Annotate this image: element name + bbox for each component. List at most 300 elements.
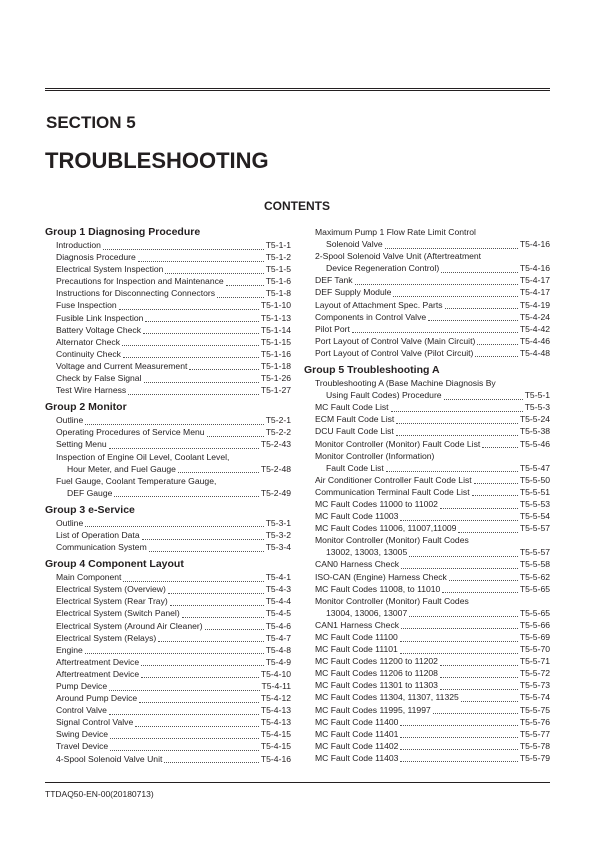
toc-entry[interactable]: [304, 413, 550, 425]
dot-leader: [475, 348, 517, 357]
toc-entry-title: MC Fault Codes 11006, 11007,11009: [315, 523, 457, 534]
dot-leader: [440, 500, 518, 509]
toc-entry-page: T5-2-43: [260, 439, 291, 450]
toc-entry[interactable]: [304, 226, 550, 238]
toc-entry[interactable]: [304, 643, 550, 655]
toc-entry-title: 2-Spool Solenoid Valve Unit (Aftertreatment: [315, 251, 482, 262]
dot-leader: [428, 312, 518, 321]
dot-leader: [396, 427, 518, 436]
dot-leader: [85, 645, 264, 654]
dot-leader: [128, 386, 259, 395]
toc-entry[interactable]: [304, 534, 550, 546]
toc-entry-page: T5-5-71: [519, 656, 550, 667]
toc-entry-page: T5-5-58: [519, 559, 550, 570]
toc-entry-title: Alternator Check: [56, 336, 121, 347]
toc-entry-page: T5-4-16: [519, 263, 550, 274]
toc-entry-page: T5-1-10: [260, 300, 291, 311]
toc-entry[interactable]: [45, 312, 291, 324]
toc-entry-title: 13002, 13003, 13005: [326, 547, 408, 558]
toc-entry[interactable]: [304, 377, 550, 389]
toc-entry-page: T5-1-1: [265, 240, 291, 250]
dot-leader: [472, 487, 518, 496]
toc-entry-page: T5-1-27: [260, 385, 291, 396]
toc-entry-page: T5-2-48: [260, 463, 291, 474]
dot-leader: [400, 741, 517, 750]
toc-entry[interactable]: [304, 558, 550, 570]
toc-entry-page: T5-4-15: [260, 729, 291, 740]
toc-entry[interactable]: [45, 620, 291, 632]
toc-entry-page: T5-5-79: [519, 752, 550, 763]
toc-entry-title: Instructions for Disconnecting Connectors: [56, 288, 216, 299]
toc-entry[interactable]: [304, 716, 550, 728]
toc-entry[interactable]: [45, 740, 291, 752]
toc-entry[interactable]: [304, 728, 550, 740]
toc-entry[interactable]: [45, 644, 291, 656]
dot-leader: [217, 289, 264, 298]
toc-entry[interactable]: [45, 656, 291, 668]
toc-entry[interactable]: [45, 336, 291, 348]
toc-entry[interactable]: [304, 595, 550, 607]
toc-entry-page: T5-4-16: [519, 239, 550, 250]
toc-entry-page: T5-4-24: [519, 311, 550, 322]
toc-entry[interactable]: [304, 631, 550, 643]
dot-leader: [477, 336, 518, 345]
toc-entry[interactable]: [45, 716, 291, 728]
toc-right-column: [304, 226, 550, 764]
toc-entry-title: Monitor Controller (Monitor) Fault Code List: [315, 438, 481, 449]
toc-entry-page: T5-5-53: [519, 498, 550, 509]
toc-entry[interactable]: [45, 414, 291, 426]
toc-entry[interactable]: [304, 667, 550, 679]
dot-leader: [182, 609, 264, 618]
toc-entry-page: T5-4-1: [265, 572, 291, 583]
toc-entry-page: T5-4-16: [260, 753, 291, 764]
dot-leader: [103, 241, 264, 250]
toc-entry-title: Components in Control Valve: [315, 311, 427, 322]
toc-entry-page: T5-5-75: [519, 704, 550, 715]
section-label: SECTION 5: [46, 113, 136, 132]
dot-leader: [207, 428, 264, 437]
toc-entry[interactable]: [304, 583, 550, 595]
toc-entry[interactable]: [45, 324, 291, 336]
toc-group-title: Group 1 Diagnosing Procedure: [45, 226, 201, 238]
toc-entry-page: T5-5-47: [519, 462, 550, 473]
header-rule: [45, 88, 550, 91]
toc-entry-title: Using Fault Codes) Procedure: [326, 390, 442, 401]
toc-entry[interactable]: [304, 522, 550, 534]
toc-entry-title: MC Fault Codes 11301 to 11303: [315, 680, 438, 691]
dot-leader: [396, 415, 518, 424]
toc-entry-page: T5-5-73: [519, 680, 550, 691]
toc-entry-page: T5-5-57: [519, 547, 550, 558]
toc-entry[interactable]: [45, 595, 291, 607]
dot-leader: [355, 276, 518, 285]
toc-entry-title: Troubleshooting A (Base Machine Diagnosis By: [315, 378, 496, 389]
toc-entry[interactable]: [304, 679, 550, 691]
dot-leader: [352, 324, 518, 333]
toc-entry-page: T5-5-54: [519, 511, 550, 522]
dot-leader: [138, 253, 264, 262]
toc-entry[interactable]: [45, 451, 291, 463]
toc-entry[interactable]: [304, 655, 550, 667]
toc-entry-page: T5-4-19: [519, 299, 550, 310]
toc-entry[interactable]: [45, 704, 291, 716]
toc-group-title: Group 3 e-Service: [45, 503, 135, 516]
toc-entry-page: T5-4-13: [260, 717, 291, 728]
dot-leader: [141, 657, 264, 666]
dot-leader: [400, 729, 517, 738]
toc-entry-title: MC Fault Codes 11000 to 11002: [315, 498, 438, 509]
toc-entry[interactable]: [304, 335, 550, 347]
toc-entry[interactable]: [304, 438, 550, 450]
toc-entry[interactable]: [45, 263, 291, 275]
dot-leader: [170, 597, 264, 606]
toc-entry-page: T5-4-48: [519, 347, 550, 358]
toc-entry[interactable]: [45, 372, 291, 384]
toc-entry[interactable]: [45, 517, 291, 529]
dot-leader: [143, 325, 259, 334]
toc-entry[interactable]: [304, 607, 550, 619]
dot-leader: [123, 349, 259, 358]
toc-entry-page: T5-5-77: [519, 728, 550, 739]
dot-leader: [110, 730, 259, 739]
toc-entry-title: Engine: [56, 644, 83, 655]
toc-entry-title: DEF Tank: [315, 275, 353, 286]
dot-leader: [458, 524, 517, 533]
toc-entry[interactable]: [45, 529, 291, 541]
toc-entry[interactable]: [304, 311, 550, 323]
toc-entry-page: T5-1-16: [260, 348, 291, 359]
toc-entry[interactable]: [304, 740, 550, 752]
toc-entry-title: List of Operation Data: [56, 529, 140, 540]
toc-entry[interactable]: [304, 425, 550, 437]
dot-leader: [109, 440, 259, 449]
toc-entry-title: Inspection of Engine Oil Level, Coolant Level,: [56, 451, 230, 462]
toc-entry-page: T5-4-46: [519, 335, 550, 346]
toc-entry[interactable]: [304, 450, 550, 462]
toc-entry-page: T5-3-4: [265, 542, 291, 553]
toc-entry[interactable]: [45, 463, 291, 475]
toc-entry-page: T5-5-72: [519, 668, 550, 679]
dot-leader: [409, 548, 518, 557]
toc-entry-title: MC Fault Code List: [315, 402, 389, 413]
toc-entry-page: T5-5-62: [519, 571, 550, 582]
dot-leader: [474, 475, 518, 484]
dot-leader: [400, 645, 518, 654]
toc-entry-page: T5-5-74: [519, 692, 550, 703]
toc-entry-page: T5-4-8: [265, 644, 291, 655]
dot-leader: [440, 657, 518, 666]
toc-entry[interactable]: [304, 238, 550, 250]
toc-entry-title: Hour Meter, and Fuel Gauge: [67, 463, 176, 474]
toc-entry[interactable]: [45, 251, 291, 263]
toc-entry-title: Layout of Attachment Spec. Parts: [315, 299, 443, 310]
toc-entry[interactable]: [304, 250, 550, 262]
toc-entry-page: T5-4-42: [519, 323, 550, 334]
toc-entry[interactable]: [304, 299, 550, 311]
toc-entry[interactable]: [45, 287, 291, 299]
dot-leader: [400, 753, 517, 762]
toc-entry-title: Introduction: [56, 240, 101, 250]
dot-leader: [401, 620, 518, 629]
toc-entry-page: T5-1-2: [265, 252, 291, 263]
toc-entry-title: MC Fault Codes 11200 to 11202: [315, 656, 438, 667]
toc-entry[interactable]: [45, 475, 291, 487]
toc-entry-page: T5-4-9: [265, 656, 291, 667]
toc-entry-title: 13004, 13006, 13007: [326, 607, 408, 618]
toc-entry-page: T5-5-50: [519, 474, 550, 485]
dot-leader: [449, 572, 518, 581]
toc-entry[interactable]: [45, 680, 291, 692]
dot-leader: [226, 277, 264, 286]
toc-entry-title: Continuity Check: [56, 348, 121, 359]
toc-entry[interactable]: [304, 691, 550, 703]
toc-entry-title: Main Component: [56, 572, 122, 583]
toc-entry-title: Travel Device: [56, 741, 109, 752]
toc-entry[interactable]: [45, 239, 291, 251]
toc-entry-page: T5-5-24: [519, 414, 550, 425]
dot-leader: [149, 543, 264, 552]
toc-entry-title: MC Fault Codes 11008, to 11010: [315, 583, 441, 594]
dot-leader: [139, 694, 259, 703]
toc-entry-page: T5-4-15: [260, 741, 291, 752]
dot-leader: [135, 718, 259, 727]
dot-leader: [444, 391, 523, 400]
toc-entry-title: Air Conditioner Controller Fault Code List: [315, 474, 472, 485]
toc-entry-title: Voltage and Current Measurement: [56, 360, 188, 371]
toc-entry-page: T5-1-13: [260, 312, 291, 323]
toc-entry-page: T5-1-6: [265, 276, 291, 287]
toc-entry[interactable]: [304, 752, 550, 764]
toc-entry-title: Signal Control Valve: [56, 717, 134, 728]
toc-entry-page: T5-4-4: [265, 596, 291, 607]
toc-entry[interactable]: [45, 299, 291, 311]
toc-entry-page: T5-4-7: [265, 632, 291, 643]
toc-entry-title: 4-Spool Solenoid Valve Unit: [56, 753, 163, 764]
toc-entry-page: T5-1-18: [260, 360, 291, 371]
dot-leader: [441, 264, 518, 273]
toc-entry-title: MC Fault Code 11100: [315, 632, 398, 642]
toc-entry[interactable]: [304, 474, 550, 486]
toc-entry-page: T5-4-3: [265, 584, 291, 595]
toc-entry-title: Device Regeneration Control): [326, 263, 440, 274]
toc-entry[interactable]: [45, 571, 291, 583]
toc-entry[interactable]: [304, 546, 550, 558]
dot-leader: [85, 518, 263, 527]
dot-leader: [393, 288, 517, 297]
toc-entry-title: ISO-CAN (Engine) Harness Check: [315, 571, 447, 582]
toc-entry-page: T5-1-14: [260, 324, 291, 335]
dot-leader: [178, 464, 259, 473]
toc-entry[interactable]: [45, 607, 291, 619]
toc-entry-title: Solenoid Valve: [326, 239, 383, 250]
toc-entry[interactable]: [304, 347, 550, 359]
toc-entry-title: Fusible Link Inspection: [56, 312, 144, 323]
dot-leader: [205, 621, 264, 630]
toc-entry-page: T5-5-76: [519, 716, 550, 727]
toc-entry-title: Swing Device: [56, 729, 109, 740]
toc-entry-title: MC Fault Code 11003: [315, 511, 399, 522]
toc-entry-title: Communication Terminal Fault Code List: [315, 486, 470, 497]
toc-entry[interactable]: [45, 360, 291, 372]
toc-entry[interactable]: [45, 426, 291, 438]
dot-leader: [440, 669, 518, 678]
toc-entry-title: Precautions for Inspection and Maintenance: [56, 276, 224, 287]
toc-entry-title: MC Fault Code 11403: [315, 752, 399, 763]
toc-entry-page: T5-2-49: [260, 487, 291, 498]
toc-entry-title: Setting Menu: [56, 439, 107, 450]
toc-entry-page: T5-5-3: [524, 402, 550, 413]
toc-entry-page: T5-3-1: [265, 517, 291, 528]
dot-leader: [461, 693, 518, 702]
dot-leader: [119, 301, 259, 310]
toc-entry-page: T5-5-69: [519, 632, 550, 642]
dot-leader: [440, 681, 518, 690]
toc-entry-title: CAN1 Harness Check: [315, 619, 400, 630]
toc-entry-title: Electrical System (Switch Panel): [56, 608, 180, 619]
toc-entry-title: Outline: [56, 517, 84, 528]
contents-heading: CONTENTS: [264, 199, 330, 213]
toc-entry-page: T5-3-2: [265, 529, 291, 540]
toc-entry-page: T5-4-6: [265, 620, 291, 631]
dot-leader: [109, 682, 259, 691]
toc-entry[interactable]: [45, 487, 291, 499]
toc-entry-page: T5-1-8: [265, 288, 291, 299]
toc-left-column: [45, 226, 291, 765]
toc-entry-title: Fuel Gauge, Coolant Temperature Gauge,: [56, 475, 217, 486]
toc-entry[interactable]: [45, 583, 291, 595]
toc-entry-title: MC Fault Code 11101: [315, 644, 398, 655]
toc-entry[interactable]: [304, 462, 550, 474]
toc-entry-title: Check by False Signal: [56, 373, 142, 384]
dot-leader: [400, 633, 518, 642]
toc-entry-title: Battery Voltage Check: [56, 324, 142, 335]
toc-entry-page: T5-5-70: [519, 644, 550, 655]
toc-entry[interactable]: [45, 384, 291, 396]
toc-entry[interactable]: [45, 438, 291, 450]
toc-entry-page: T5-5-78: [519, 740, 550, 751]
dot-leader: [409, 608, 518, 617]
toc-entry-page: T5-2-2: [265, 427, 291, 438]
toc-entry-title: MC Fault Code 11401: [315, 728, 399, 739]
toc-entry-title: DEF Supply Module: [315, 287, 392, 298]
toc-entry[interactable]: [45, 348, 291, 360]
dot-leader: [110, 742, 259, 751]
toc-entry-title: Port Layout of Control Valve (Main Circuit): [315, 335, 476, 346]
toc-entry[interactable]: [304, 498, 550, 510]
toc-entry-title: Electrical System Inspection: [56, 264, 164, 275]
toc-entry[interactable]: [45, 275, 291, 287]
dot-leader: [85, 416, 263, 425]
toc-entry[interactable]: [45, 632, 291, 644]
toc-entry-title: Electrical System (Overview): [56, 584, 166, 595]
toc-entry[interactable]: [45, 541, 291, 553]
dot-leader: [122, 337, 259, 346]
toc-entry-title: Monitor Controller (Monitor) Fault Codes: [315, 535, 469, 546]
dot-leader: [142, 531, 264, 540]
toc-entry-title: Operating Procedures of Service Menu: [56, 427, 205, 438]
footer-rule: [45, 782, 550, 783]
dot-leader: [144, 374, 259, 383]
toc-entry[interactable]: [304, 286, 550, 298]
toc-entry[interactable]: [304, 510, 550, 522]
toc-group-title: Group 5 Troubleshooting A: [304, 364, 440, 377]
dot-leader: [391, 403, 523, 412]
document-code: TTDAQ50-EN-00(20180713): [45, 789, 154, 799]
toc-entry-title: Outline: [56, 415, 84, 426]
toc-entry-page: T5-1-26: [260, 373, 291, 384]
toc-entry-title: Maximum Pump 1 Flow Rate Limit Control: [315, 227, 476, 237]
toc-entry-title: Test Wire Harness: [56, 385, 127, 396]
toc-entry-page: T5-5-1: [524, 390, 550, 401]
toc-entry-title: Aftertreatment Device: [56, 668, 140, 679]
toc-entry-page: T5-2-1: [265, 415, 291, 426]
dot-leader: [164, 754, 259, 763]
toc-group-title: Group 4 Component Layout: [45, 558, 184, 571]
toc-entry-title: Electrical System (Relays): [56, 632, 157, 643]
dot-leader: [433, 705, 518, 714]
dot-leader: [401, 560, 518, 569]
toc-entry-title: MC Fault Codes 11206 to 11208: [315, 668, 438, 679]
dot-leader: [400, 717, 517, 726]
dot-leader: [145, 313, 258, 322]
dot-leader: [123, 573, 263, 582]
toc-entry-title: MC Fault Code 11402: [315, 740, 399, 751]
toc-entry-page: T5-1-15: [260, 336, 291, 347]
toc-entry-title: ECM Fault Code List: [315, 414, 395, 425]
toc-entry-title: Electrical System (Rear Tray): [56, 596, 168, 607]
toc-entry-page: T5-4-13: [260, 705, 291, 716]
dot-leader: [400, 512, 517, 521]
toc-entry[interactable]: [45, 692, 291, 704]
toc-entry[interactable]: [45, 753, 291, 765]
toc-entry[interactable]: [304, 619, 550, 631]
toc-entry-title: DCU Fault Code List: [315, 426, 394, 437]
toc-entry-page: T5-5-65: [519, 607, 550, 618]
toc-entry[interactable]: [45, 668, 291, 680]
toc-entry-page: T5-5-57: [519, 523, 550, 534]
toc-entry-page: T5-5-66: [519, 619, 550, 630]
toc-entry-title: Communication System: [56, 542, 147, 553]
toc-entry-title: MC Fault Codes 11995, 11997: [315, 704, 431, 715]
toc-entry-title: Port Layout of Control Valve (Pilot Circuit): [315, 347, 474, 358]
toc-entry-title: Pilot Port: [315, 323, 350, 334]
toc-entry[interactable]: [304, 486, 550, 498]
toc-entry[interactable]: [304, 262, 550, 274]
toc-entry-title: Fuse Inspection: [56, 300, 117, 311]
toc-entry[interactable]: [304, 323, 550, 335]
toc-entry-title: Around Pump Device: [56, 693, 138, 704]
dot-leader: [141, 669, 259, 678]
toc-entry[interactable]: [304, 389, 550, 401]
toc-entry-page: T5-4-17: [519, 287, 550, 298]
dot-leader: [385, 240, 518, 249]
toc-entry[interactable]: [304, 704, 550, 716]
toc-entry-page: T5-5-46: [519, 438, 550, 449]
toc-entry[interactable]: [304, 274, 550, 286]
toc-entry-page: T5-4-10: [260, 668, 291, 679]
toc-entry-page: T5-5-38: [519, 426, 550, 437]
dot-leader: [189, 361, 259, 370]
toc-entry[interactable]: [304, 571, 550, 583]
toc-entry-page: T5-5-51: [519, 486, 550, 497]
toc-entry[interactable]: [304, 401, 550, 413]
toc-entry[interactable]: [45, 728, 291, 740]
dot-leader: [109, 706, 259, 715]
toc-entry-page: T5-5-65: [519, 583, 550, 594]
dot-leader: [442, 584, 518, 593]
toc-entry-title: DEF Gauge: [67, 487, 113, 498]
